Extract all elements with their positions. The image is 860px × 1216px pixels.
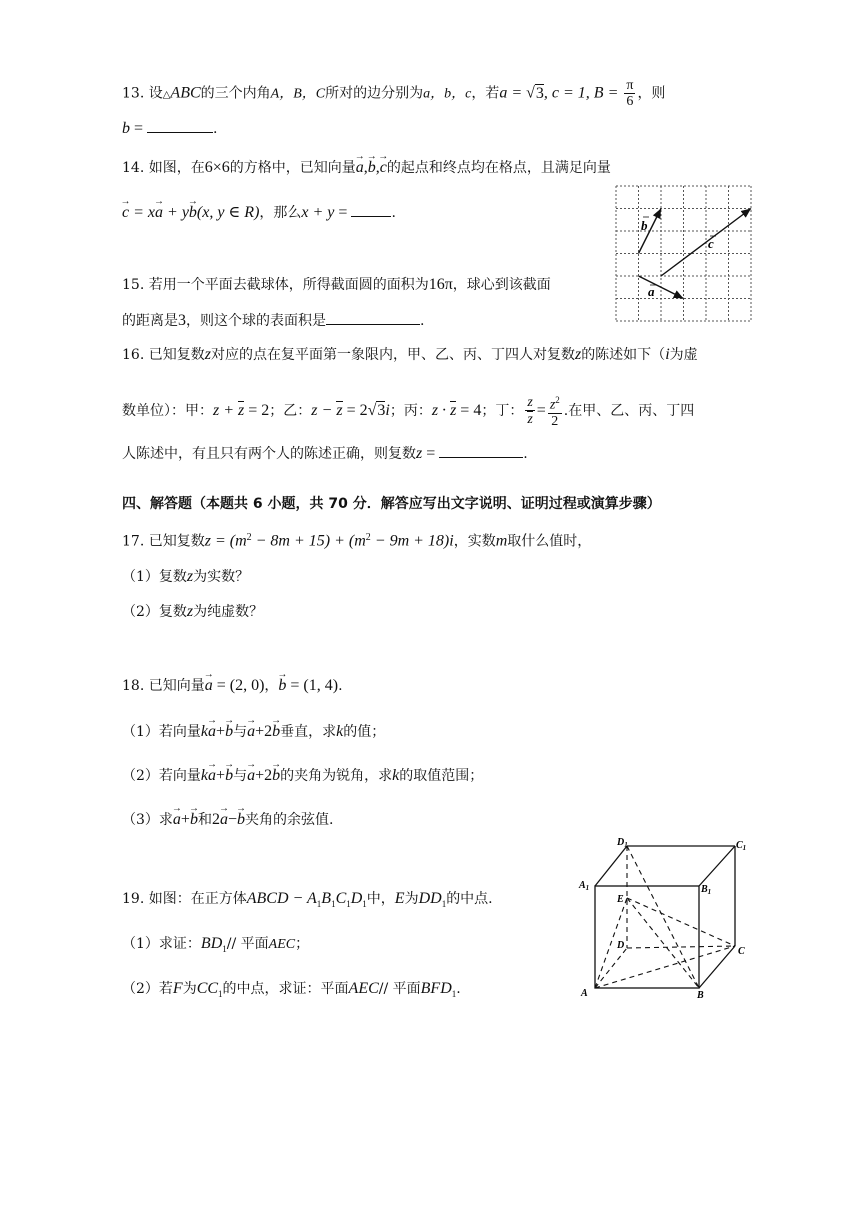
q14-number: 14. — [122, 160, 145, 176]
q18-number: 18. — [122, 678, 145, 694]
q19-number: 19. — [122, 891, 145, 907]
cube-label-B: B — [697, 990, 704, 1001]
q15-line2: 的距离是3，则这个球的表面积是 . — [122, 312, 425, 329]
answer-blank-14 — [351, 202, 391, 217]
answer-blank-15 — [326, 310, 420, 325]
cube-label-C1: $C_1$ — [736, 840, 747, 852]
q17-line1: 17. 已知复数$z = (m^2 - 8m + 15) + (m^2 - 9m + 18)i$，实数m取什么值时， — [122, 532, 592, 550]
fig-label-b: b — [641, 218, 648, 233]
z2-over-2: $\frac{z^2}{2}$ — [549, 395, 560, 429]
fig-label-a: a — [648, 284, 655, 299]
q19-line1: 19. 如图：在正方体ABCD − $A_1B_1C_1D_1$中，E为$DD_1$的中点. — [122, 890, 493, 909]
q19-part1: （1）求证：$BD_1//$ 平面AEC； — [122, 935, 310, 954]
cube-label-A: A — [581, 988, 588, 999]
q13-line1: 13. 设△ABC的三个内角A，B，C所对的边分别为a，b，c，若a = √3, c = 1, B = $\frac{\pi}{6}$ ，则 — [122, 78, 666, 109]
pi-over-6: $\frac{\pi}{6}$ — [626, 78, 634, 109]
answer-blank-13 — [147, 118, 213, 133]
q15-line1: 15. 若用一个平面去截球体，所得截面圆的面积为16π，球心到该截面 — [122, 276, 551, 293]
q14-line2: → c = x→ a + y→ b(x, y ∈ R)，那么x + y = . — [122, 202, 396, 223]
q17-part1: （1）复数z为实数？ — [122, 568, 250, 585]
cube-label-E: E — [617, 894, 624, 905]
q16-line2: 数单位）：甲：z + z = 2；乙：z − z = 2√3i；丙：z · z = 4；丁： $\frac{z}{z}$ = $\frac{z^2}{2}$ .在甲、乙、丙、丁四 — [122, 394, 695, 429]
q16-number: 16. — [122, 347, 145, 363]
cube-figure — [575, 836, 755, 1004]
vector-grid-figure — [614, 184, 754, 324]
q18-part1: （1）若向量k→ a+→ b与→ a+2→ b垂直，求k的值； — [122, 722, 385, 742]
q17-part2: （2）复数z为纯虚数？ — [122, 603, 264, 620]
q16-line1: 16. 已知复数z对应的点在复平面第一象限内，甲、乙、丙、丁四人对复数z的陈述如下（i为虚 — [122, 346, 698, 363]
z-over-zbar: $\frac{z}{z}$ — [527, 394, 533, 427]
q13-number: 13. — [122, 85, 145, 102]
section-header-4: 四、解答题（本题共 6 小题，共 70 分．解答应写出文字说明、证明过程或演算步骤） — [122, 496, 661, 512]
q13-line2: b = . — [122, 120, 218, 137]
q18-part2: （2）若向量k→ a+→ b与→ a+2→ b的夹角为锐角，求k的取值范围； — [122, 766, 483, 786]
q19-part2: （2）若F为$CC_1$的中点，求证：平面AEC// 平面$BFD_1$. — [122, 980, 461, 999]
q17-number: 17. — [122, 533, 145, 550]
cube-label-D: D — [617, 940, 625, 951]
cube-label-A1: $A_1$ — [579, 880, 590, 892]
q18-part3: （3）求→ a+→ b和2→ a−→ b夹角的余弦值. — [122, 810, 333, 830]
q18-line1: 18. 已知向量→ a = (2, 0)，→ b = (1, 4). — [122, 676, 343, 696]
q14-line1: 14. 如图，在6×6的方格中，已知向量→ a,→ b,→ c的起点和终点均在格点，且满足向量 — [122, 158, 611, 178]
cube-label-B1: $B_1$ — [701, 884, 712, 896]
fig-label-c: c — [708, 236, 714, 251]
cube-label-D1: $D_1$ — [617, 837, 628, 849]
q15-number: 15. — [122, 277, 145, 293]
q16-line3: 人陈述中，有且只有两个人的陈述正确，则复数z = . — [122, 445, 528, 462]
answer-blank-16 — [439, 443, 523, 458]
cube-label-C: C — [738, 946, 745, 957]
